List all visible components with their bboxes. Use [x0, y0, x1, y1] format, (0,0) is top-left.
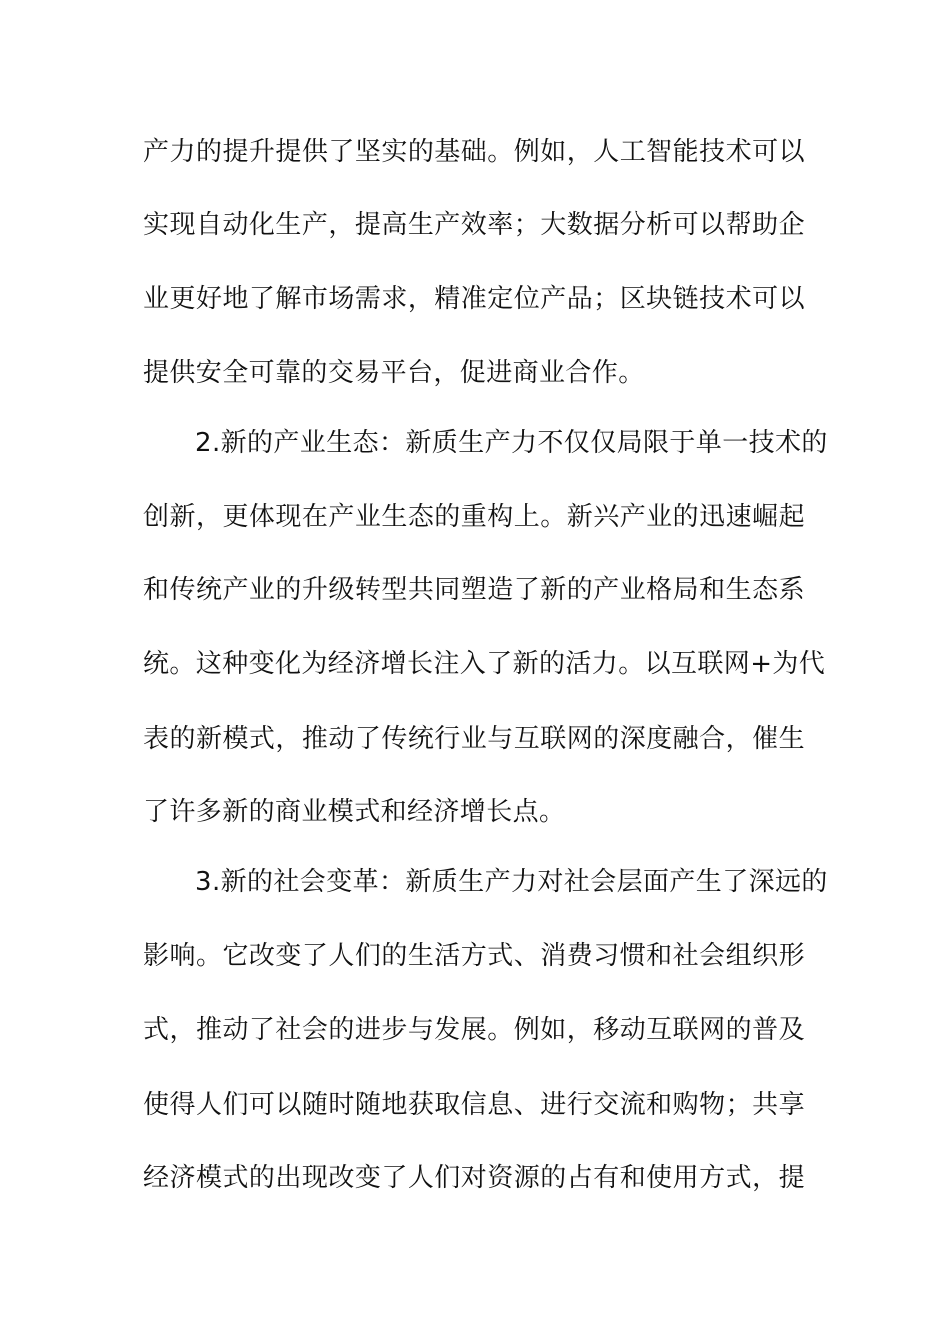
paragraph-line: 统。这种变化为经济增长注入了新的活力。以互联网+为代	[143, 649, 826, 679]
paragraph-line: 产力的提升提供了坚实的基础。例如，人工智能技术可以	[143, 137, 805, 167]
paragraph-line: 创新，更体现在产业生态的重构上。新兴产业的迅速崛起	[143, 502, 805, 532]
paragraph-line: 2.新的产业生态：新质生产力不仅仅局限于单一技术的	[195, 428, 828, 458]
paragraph-line: 和传统产业的升级转型共同塑造了新的产业格局和生态系	[143, 575, 805, 605]
paragraph-line: 使得人们可以随时随地获取信息、进行交流和购物；共享	[143, 1090, 805, 1120]
paragraph-line: 提供安全可靠的交易平台，促进商业合作。	[143, 358, 645, 388]
paragraph-line: 实现自动化生产，提高生产效率；大数据分析可以帮助企	[143, 210, 805, 240]
paragraph-line: 影响。它改变了人们的生活方式、消费习惯和社会组织形	[143, 941, 805, 971]
paragraph-line: 式，推动了社会的进步与发展。例如，移动互联网的普及	[143, 1015, 805, 1045]
paragraph-line: 表的新模式，推动了传统行业与互联网的深度融合，催生	[143, 724, 805, 754]
paragraph-line: 业更好地了解市场需求，精准定位产品；区块链技术可以	[143, 284, 805, 314]
paragraph-line: 3.新的社会变革：新质生产力对社会层面产生了深远的	[195, 867, 828, 897]
paragraph-line: 了许多新的商业模式和经济增长点。	[143, 797, 566, 827]
paragraph-line: 经济模式的出现改变了人们对资源的占有和使用方式，提	[143, 1163, 805, 1193]
